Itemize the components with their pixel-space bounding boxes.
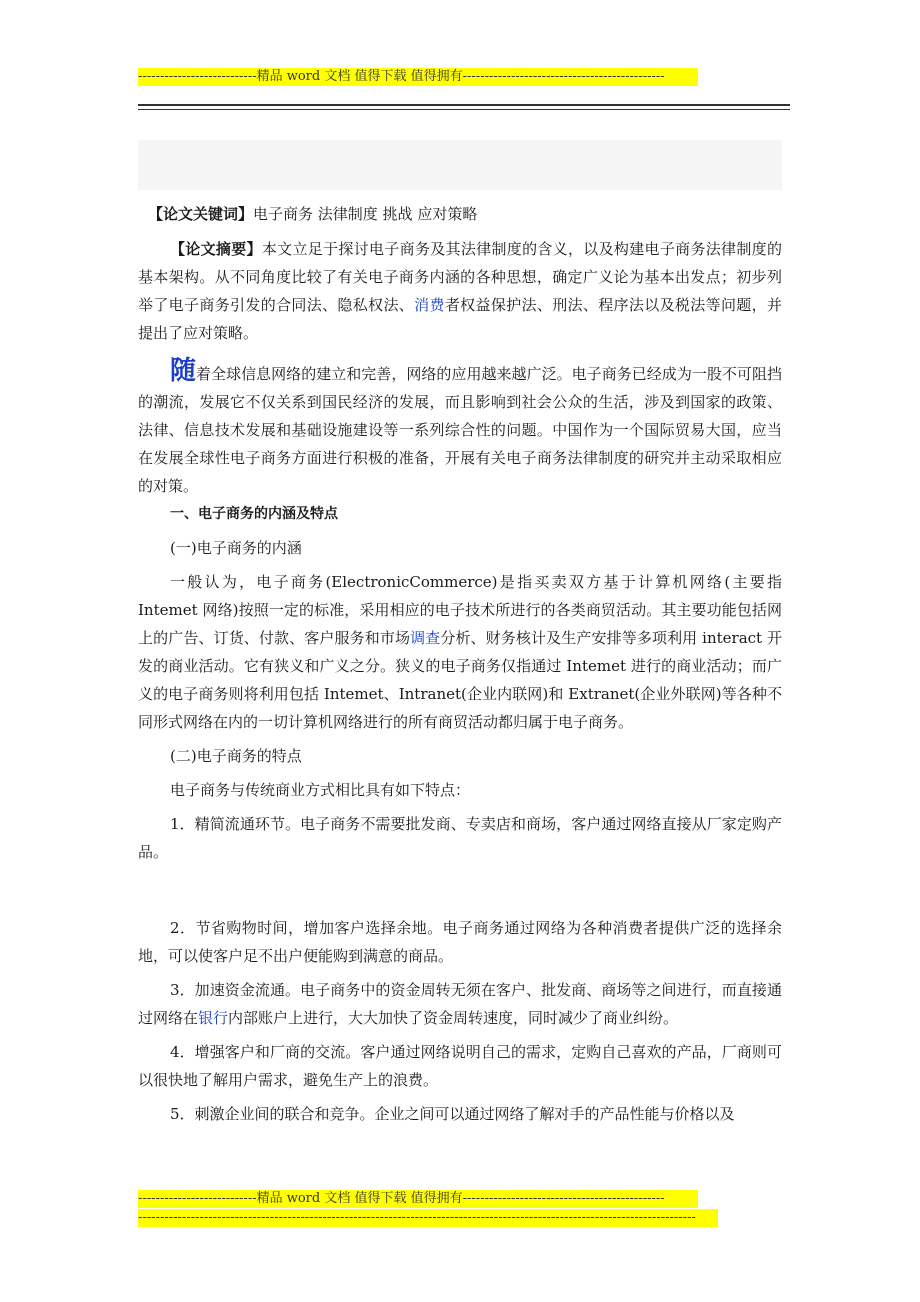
item3-text: 3．加速资金流通。电子商务中的资金周转无须在客户、批发商、商场等之间进行，而直接通过网络在 bbox=[138, 981, 782, 1027]
list-item-2: 2．节省购物时间，增加客户选择余地。电子商务通过网络为各种消费者提供广泛的选择余地，可以使客户足不出户便能购到满意的商品。 bbox=[138, 919, 782, 965]
sub1-paragraph bbox=[138, 568, 782, 736]
sub1-text-end: 分析、财务核计及生产安排等多项利用 interact 开发的商业活动。它有狭义和广义之分。狭义的电子商务仅指通过 Intemet 进行的商业活动；而广义的电子商务则将利用包括 Intemet、Intranet(企业内联网)和 Extranet(企业外联网)等各种不同形式网络在内的一切计算机网络进行的所有商贸活动都归属于电子商务。 bbox=[138, 629, 782, 731]
header-banner: ---------------------------精品 word 文档 值得下载 值得拥有---------------------------------------------- bbox=[138, 68, 698, 86]
link-survey[interactable]: 调查 bbox=[410, 629, 441, 647]
abstract-label: 【论文摘要】 bbox=[170, 240, 262, 258]
intro-paragraph bbox=[138, 357, 782, 500]
list-item-3 bbox=[138, 976, 782, 1032]
sub2-title: (二)电子商务的特点 bbox=[170, 747, 302, 765]
dropcap-char: 随 bbox=[170, 356, 197, 386]
link-consumption[interactable]: 消费 bbox=[414, 296, 445, 314]
document-body bbox=[138, 199, 782, 1128]
sub1-text: 一般认为，电子商务(ElectronicCommerce)是指买卖双方基于计算机网络(主要指 Intemet 网络)按照一定的标准，采用相应的电子技术所进行的各类商贸活动。其主要功能包括网上的广告、订货、付款、客户服务和市场 bbox=[138, 573, 782, 647]
section1-title: 一、电子商务的内涵及特点 bbox=[170, 506, 338, 522]
footer-banner: ---------------------------精品 word 文档 值得下载 值得拥有---------------------------------------------- bbox=[138, 1190, 698, 1208]
blank-shaded-block bbox=[138, 140, 782, 190]
item3-text-end: 内部账户上进行，大大加快了资金周转速度，同时减少了商业纠纷。 bbox=[228, 1009, 679, 1027]
list-item-4: 4．增强客户和厂商的交流。客户通过网络说明自己的需求，定购自己喜欢的产品，厂商则可以很快地了解用户需求，避免生产上的浪费。 bbox=[138, 1043, 782, 1089]
keywords-text: 电子商务 法律制度 挑战 应对策略 bbox=[253, 205, 478, 223]
list-item-1: 1．精简流通环节。电子商务不需要批发商、专卖店和商场，客户通过网络直接从厂家定购产品。 bbox=[138, 815, 782, 861]
intro-text: 着全球信息网络的建立和完善，网络的应用越来越广泛。电子商务已经成为一股不可阻挡的潮流，发展它不仅关系到国民经济的发展，而且影响到社会公众的生活，涉及到国家的政策、法律、信息技术发展和基础设施建设等一系列综合性的问题。中国作为一个国际贸易大国，应当在发展全球性电子商务方面进行积极的准备，开展有关电子商务法律制度的研究并主动采取相应的对策。 bbox=[138, 365, 782, 495]
abstract-text: 本文立足于探讨电子商务及其法律制度的含义，以及构建电子商务法律制度的基本架构。从不同角度比较了有关电子商务内涵的各种思想，确定广义论为基本出发点；初步列举了电子商务引发的合同法、隐私权法、 bbox=[138, 240, 782, 314]
abstract-text-end: 者权益保护法、刑法、程序法以及税法等问题，并提出了应对策略。 bbox=[138, 296, 782, 342]
keywords-line bbox=[138, 199, 782, 229]
keywords-label: 【论文关键词】 bbox=[148, 205, 254, 223]
header-rule-thin bbox=[138, 109, 790, 110]
sub1-title: (一)电子商务的内涵 bbox=[170, 539, 302, 557]
abstract-paragraph bbox=[138, 235, 782, 347]
link-bank[interactable]: 银行 bbox=[198, 1009, 229, 1027]
header-rule-thick bbox=[138, 104, 790, 106]
list-item-5: 5．刺激企业间的联合和竞争。企业之间可以通过网络了解对手的产品性能与价格以及 bbox=[170, 1105, 735, 1123]
footer-banner-dashes: ------------------------------------------------------------------------------------------------------------------------------- bbox=[138, 1209, 718, 1227]
sub2-intro: 电子商务与传统商业方式相比具有如下特点： bbox=[170, 781, 471, 799]
